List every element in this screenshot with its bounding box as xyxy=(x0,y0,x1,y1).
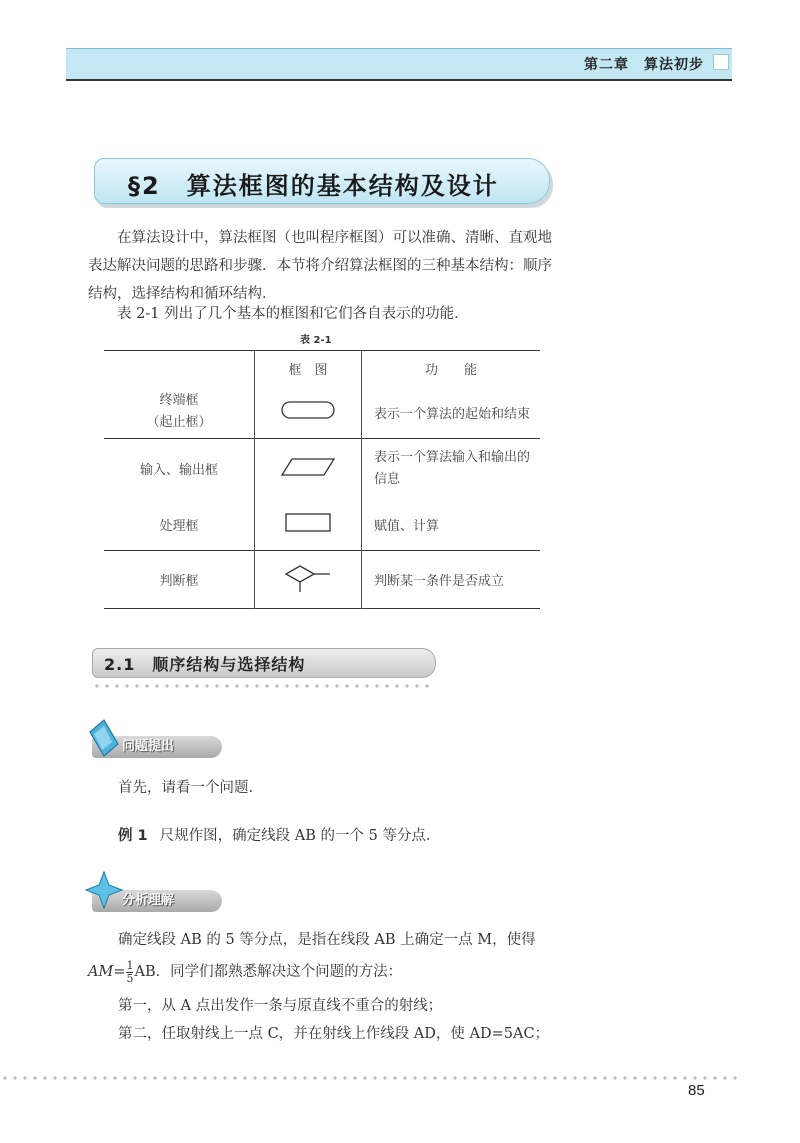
row-name: 输入、输出框 xyxy=(139,463,218,479)
example-1 xyxy=(118,822,440,850)
terminal-shape-icon xyxy=(278,399,338,421)
row-name: 终端框 xyxy=(159,393,199,409)
rectangle-shape-cell xyxy=(255,499,362,551)
row-function: 判断某一条件是否成立 xyxy=(362,551,541,609)
parallelogram-shape-icon xyxy=(278,456,338,478)
table-header-shape: 框 图 xyxy=(255,351,362,387)
rectangle-shape-icon xyxy=(278,511,338,533)
problem-lead: 首先，请看一个问题． xyxy=(118,780,263,796)
row-name-sub: （起止框） xyxy=(146,415,212,431)
fraction-numerator: 1 xyxy=(126,958,134,972)
table-intro-sentence: 表 2-1 列出了几个基本的框图和它们各自表示的功能． xyxy=(117,306,469,322)
table-header-row xyxy=(104,351,540,387)
subsection-title: 2.1 顺序结构与选择结构 xyxy=(104,655,306,674)
sparkle-icon xyxy=(84,870,124,910)
analysis-line-1: 确定线段 AB 的 5 等分点，是指在线段 AB 上确定一点 M，使得 xyxy=(118,932,536,948)
row-name: 处理框 xyxy=(159,518,199,534)
page-number: 85 xyxy=(688,1082,705,1099)
row-function: 赋值、计算 xyxy=(362,499,541,551)
pencil-icon xyxy=(84,718,122,758)
intro-paragraph: 在算法设计中，算法框图（也叫程序框图）可以准确、清晰、直观地表达解决问题的思路和步骤．本节将介绍算法框图的三种基本结构：顺序结构，选择结构和循环结构． xyxy=(88,230,552,302)
header-square-icon xyxy=(713,54,729,70)
table-row xyxy=(104,551,540,609)
formula-lhs: AM= xyxy=(88,964,126,980)
table-row xyxy=(104,387,540,439)
footer-dotted-divider xyxy=(0,1076,740,1080)
parallelogram-shape-cell xyxy=(255,439,362,499)
row-function: 表示一个算法的起始和结束 xyxy=(362,387,541,439)
table-2-1 xyxy=(104,350,540,609)
example-text: 尺规作图，确定线段 AB 的一个 5 等分点． xyxy=(159,828,441,844)
dotted-divider xyxy=(92,684,432,688)
chapter-title: 第二章 算法初步 xyxy=(584,57,704,73)
fraction xyxy=(126,960,133,985)
row-name: 判断框 xyxy=(159,574,199,589)
table-row xyxy=(104,439,540,499)
terminal-shape-cell xyxy=(255,387,362,439)
table-caption: 表 2-1 xyxy=(300,335,332,346)
diamond-shape-cell xyxy=(255,551,362,609)
analysis-step-1: 第一，从 A 点出发作一条与原直线不重合的射线； xyxy=(118,998,443,1014)
analysis-tag-label: 分析理解 xyxy=(122,893,175,908)
table-header-name xyxy=(104,351,255,387)
row-name-cell xyxy=(104,387,255,439)
table-header-function: 功 能 xyxy=(362,351,541,387)
row-function: 表示一个算法输入和输出的信息 xyxy=(362,439,541,499)
problem-tag-label: 问题提出 xyxy=(122,739,175,754)
diamond-shape-icon xyxy=(278,560,338,596)
example-label: 例 1 xyxy=(118,828,148,844)
fraction-denominator: 5 xyxy=(126,971,134,985)
analysis-line-2-rest: AB．同学们都熟悉解决这个问题的方法： xyxy=(134,964,403,980)
analysis-step-2: 第二，任取射线上一点 C，并在射线上作线段 AD，使 AD=5AC； xyxy=(118,1026,550,1042)
table-row xyxy=(104,499,540,551)
analysis-line-2 xyxy=(88,958,402,986)
section-title: §2 算法框图的基本结构及设计 xyxy=(128,172,499,200)
